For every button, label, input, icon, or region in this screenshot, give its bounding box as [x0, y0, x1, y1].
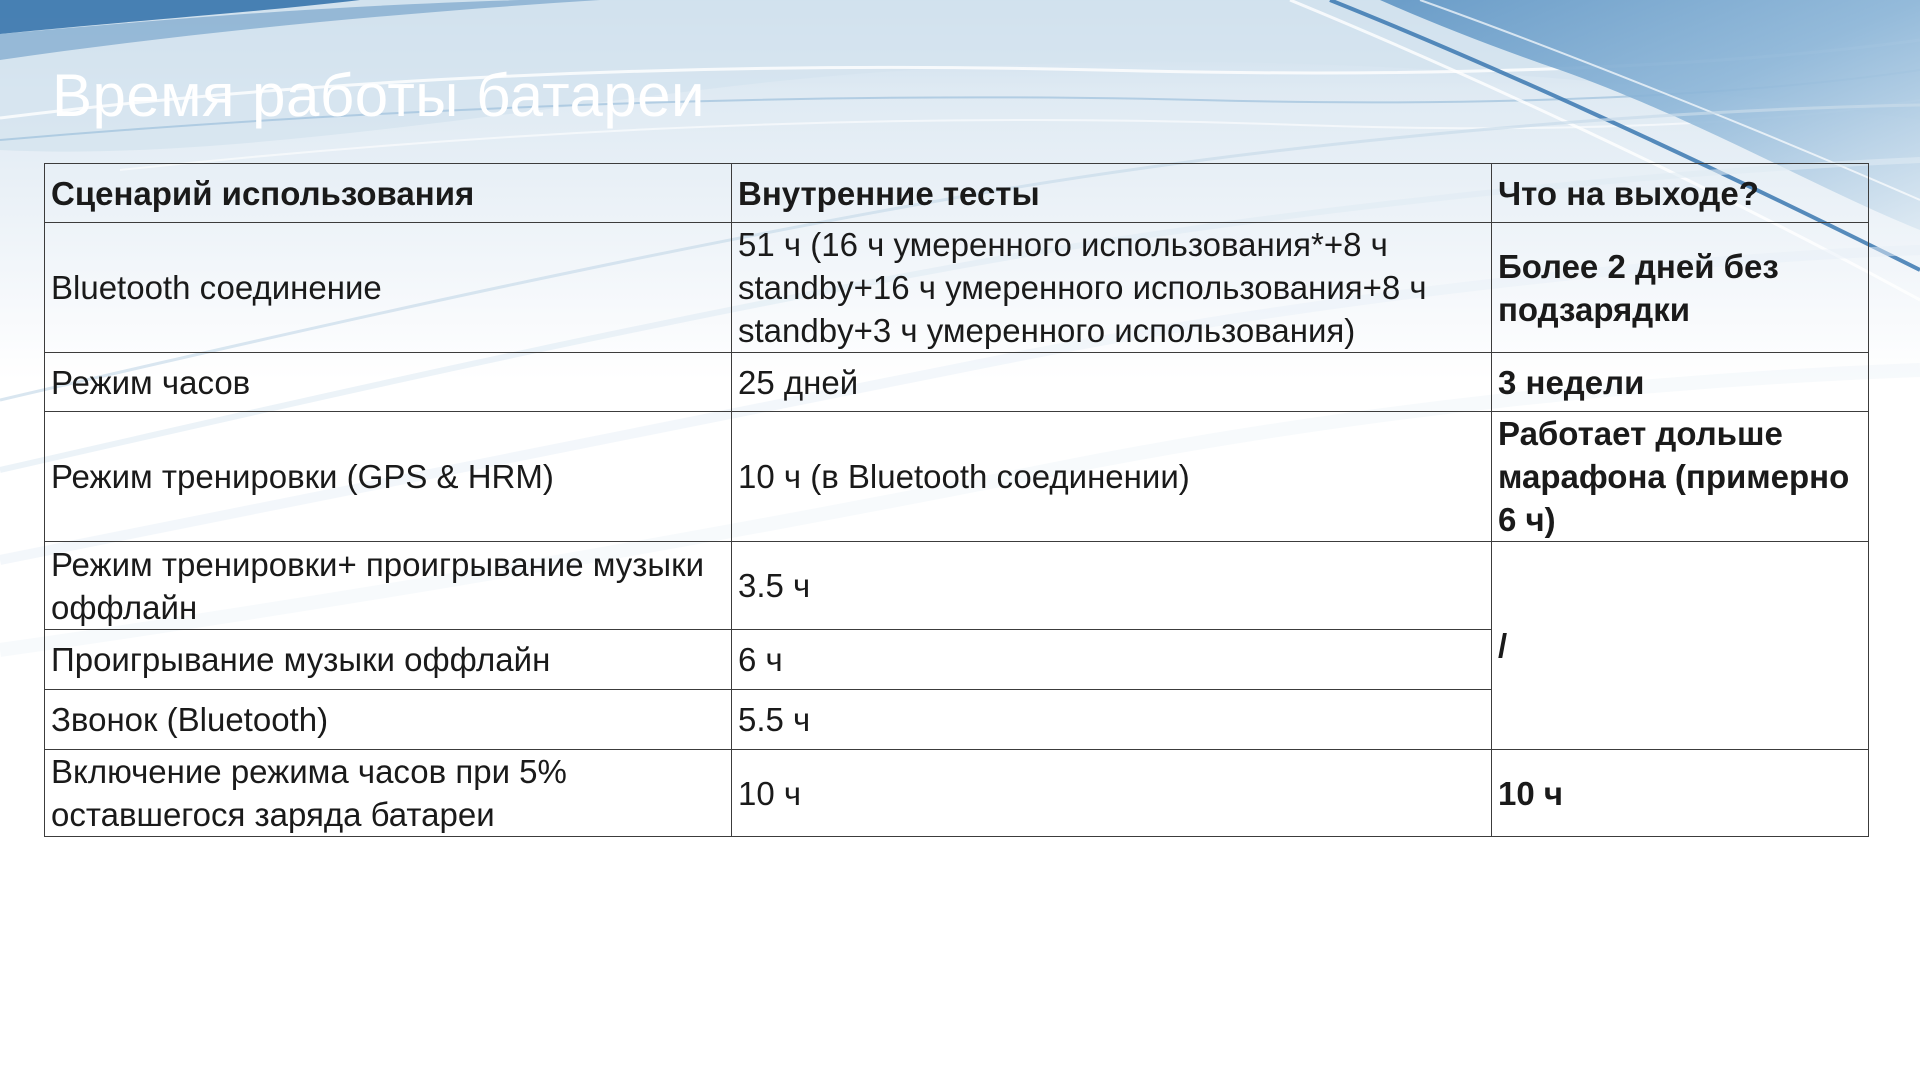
header-internal-tests: Внутренние тесты — [732, 164, 1492, 223]
cell-result-merged: / — [1492, 542, 1869, 750]
cell-result: 3 недели — [1492, 353, 1869, 412]
slide-title: Время работы батареи — [52, 62, 706, 129]
cell-internal-tests: 51 ч (16 ч умеренного использования*+8 ч standby+16 ч умеренного использования+8 ч standby+3 ч умеренного использования) — [732, 223, 1492, 353]
cell-internal-tests: 25 дней — [732, 353, 1492, 412]
cell-scenario: Включение режима часов при 5% оставшегося заряда батареи — [45, 750, 732, 837]
cell-result: Работает дольше марафона (примерно 6 ч) — [1492, 412, 1869, 542]
cell-scenario: Проигрывание музыки оффлайн — [45, 630, 732, 690]
cell-internal-tests: 10 ч (в Bluetooth соединении) — [732, 412, 1492, 542]
cell-internal-tests: 6 ч — [732, 630, 1492, 690]
table-row — [45, 223, 1869, 353]
table-header-row — [45, 164, 1869, 223]
table-row — [45, 750, 1869, 837]
cell-result: Более 2 дней без подзарядки — [1492, 223, 1869, 353]
cell-scenario: Режим тренировки+ проигрывание музыки оффлайн — [45, 542, 732, 630]
table-row — [45, 353, 1869, 412]
cell-scenario: Bluetooth соединение — [45, 223, 732, 353]
cell-internal-tests: 3.5 ч — [732, 542, 1492, 630]
cell-result: 10 ч — [1492, 750, 1869, 837]
header-scenario: Сценарий использования — [45, 164, 732, 223]
cell-scenario: Режим тренировки (GPS & HRM) — [45, 412, 732, 542]
header-result: Что на выходе? — [1492, 164, 1869, 223]
cell-scenario: Режим часов — [45, 353, 732, 412]
cell-internal-tests: 10 ч — [732, 750, 1492, 837]
cell-scenario: Звонок (Bluetooth) — [45, 690, 732, 750]
cell-internal-tests: 5.5 ч — [732, 690, 1492, 750]
battery-life-table — [44, 163, 1869, 837]
table-row — [45, 412, 1869, 542]
table-row — [45, 542, 1869, 630]
